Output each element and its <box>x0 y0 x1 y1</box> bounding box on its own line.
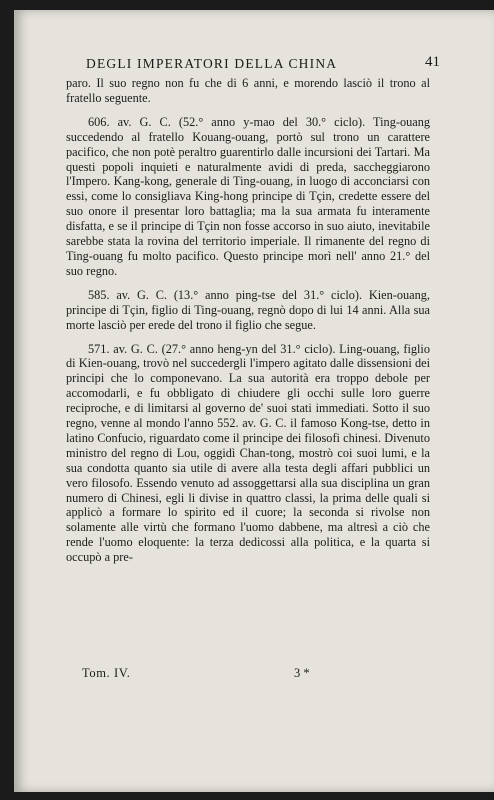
paragraph-continuation: paro. Il suo regno non fu che di 6 anni, e morendo lasciò il trono al fratello seguente. <box>66 76 430 105</box>
paragraph-606-bc: 606. av. G. C. (52.° anno y-mao del 30.° ciclo). Ting-ouang succedendo al fratello Kouang-ouang, portò sul trono un carattere pacifico, che non potè peraltro guarentirlo dalle incursioni dei Tartari. Ma questi popoli inquieti e naturalmente avidi di preda, saccheggiarono l'Impero. Kang-kong, generale di Ting-ouang, in luogo di acconciarsi con essi, come lo consigliava King-hong principe di Tçin, credette essere del suo onore il presentar loro battaglia; ma la sua armata fu interamente disfatta, e se il principe di Tçin non fosse accorso in suo aiuto, inevitabile sarebbe stata la rovina del territorio imperiale. Il rimanente del regno di Ting-ouang fu molto pacifico. Questo principe morì nell' anno 21.° del suo regno. <box>66 114 430 278</box>
running-head: DEGLI IMPERATORI DELLA CHINA <box>86 56 338 71</box>
paragraph-571-bc: 571. av. G. C. (27.° anno heng-yn del 31.° ciclo). Ling-ouang, figlio di Kien-ouang, trovò nel succedergli l'impero agitato dalle dissensioni dei principi che lo componevano. La sua autorità era troppo debole per accomodarli, e fu obbligato di chiudere gli occhi sulle loro guerre reciproche, e di limitarsi al governo de' suoi stati immediati. Sotto il suo regno, venne al mondo l'anno 552. av. G. C. il famoso Kong-tse, detto in latino Confucio, riguardato come il principe dei filosofi chinesi. Divenuto ministro del regno di Lou, oggidì Chan-tong, mostrò coi suoi lumi, e la sua condotta quanto sia utile di avere alla testa degli affari pubblici un vero filosofo. Essendo venuto ad assoggettarsi alla sua disciplina un gran numero di Chinesi, egli li divise in quattro classi, la prima delle quali si applicò a formare lo spirito ed il cuore; la seconda si rivolse non solamente alle virtù che formano l'uomo dabbene, ma altresì a ciò che rende l'uomo eloquente: la terza dedicossi alla politica, e la quarta si occupò a pre- <box>66 341 430 565</box>
paragraph-585-bc: 585. av. G. C. (13.° anno ping-tse del 31.° ciclo). Kien-ouang, principe di Tçin, figlio di Ting-ouang, regnò dopo di lui 14 anni. Alla sua morte lasciò per erede del trono il figlio che segue. <box>66 287 430 332</box>
signature-mark: 3 * <box>294 666 310 680</box>
body-text <box>66 76 430 565</box>
volume-label: Tom. IV. <box>82 666 131 680</box>
page-number: 41 <box>425 54 440 70</box>
